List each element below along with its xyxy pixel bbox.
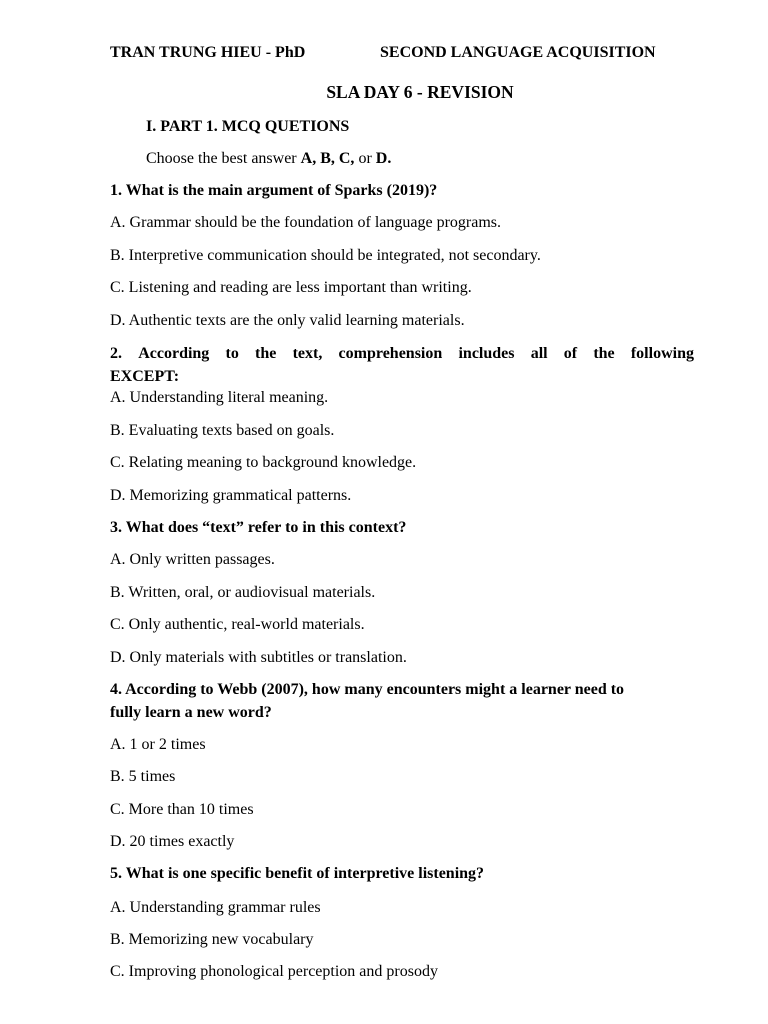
question-2-stem-line-2: EXCEPT: (110, 368, 180, 385)
question-4-option-d: D. 20 times exactly (110, 833, 235, 850)
header-author: TRAN TRUNG HIEU - PhD (110, 44, 306, 61)
question-1-option-b: B. Interpretive communication should be integrated, not secondary. (110, 247, 541, 264)
instruction-option-c: C, (338, 150, 355, 167)
question-1-option-c: C. Listening and reading are less important than writing. (110, 279, 472, 296)
question-2-option-c: C. Relating meaning to background knowledge. (110, 454, 417, 471)
question-5-stem: 5. What is one specific benefit of interpretive listening? (110, 865, 485, 882)
question-3-option-d: D. Only materials with subtitles or translation. (110, 649, 407, 666)
section-heading: I. PART 1. MCQ QUETIONS (146, 118, 350, 135)
instruction-option-b: B, (320, 150, 335, 167)
question-1-option-a: A. Grammar should be the foundation of language programs. (110, 214, 502, 231)
page-title: SLA DAY 6 - REVISION (326, 82, 514, 102)
question-3-option-b: B. Written, oral, or audiovisual materials. (110, 584, 376, 601)
question-2-option-d: D. Memorizing grammatical patterns. (110, 487, 352, 504)
q2-word: 2. (110, 345, 122, 362)
question-4-option-c: C. More than 10 times (110, 801, 254, 818)
q2-word: According (138, 345, 210, 362)
question-1-stem: 1. What is the main argument of Sparks (2019)? (110, 182, 438, 199)
question-1-option-d: D. Authentic texts are the only valid learning materials. (110, 312, 465, 329)
question-4-option-a: A. 1 or 2 times (110, 736, 206, 753)
q2-word: text, (292, 345, 323, 362)
instruction-option-a: A, (300, 150, 317, 167)
header-course: SECOND LANGUAGE ACQUISITION (380, 44, 656, 61)
question-4-stem-line-2: fully learn a new word? (110, 704, 272, 721)
question-3-option-a: A. Only written passages. (110, 551, 275, 568)
instruction-line (146, 148, 391, 170)
question-3-option-c: C. Only authentic, real-world materials. (110, 616, 365, 633)
question-4-option-b: B. 5 times (110, 768, 176, 785)
q2-word: the (255, 345, 277, 362)
instruction-text: Choose the best answer (146, 150, 301, 167)
q2-word: comprehension (338, 345, 443, 362)
question-2-option-a: A. Understanding literal meaning. (110, 389, 329, 406)
question-2-stem (110, 342, 694, 388)
question-2-stem-line-1 (110, 342, 694, 365)
q2-word: to (225, 345, 239, 362)
q2-word: following (630, 345, 694, 362)
question-5-option-a: A. Understanding grammar rules (110, 899, 321, 916)
q2-word: includes (458, 345, 515, 362)
question-2-option-b: B. Evaluating texts based on goals. (110, 422, 335, 439)
q2-word: all (530, 345, 548, 362)
question-3-stem: 3. What does “text” refer to in this context? (110, 519, 407, 536)
instruction-or: or (358, 150, 372, 167)
q2-word: of (563, 345, 578, 362)
question-5-option-b: B. Memorizing new vocabulary (110, 931, 314, 948)
question-5-option-c: C. Improving phonological perception and prosody (110, 963, 438, 980)
instruction-option-d: D. (375, 150, 392, 167)
question-4-stem-line-1: 4. According to Webb (2007), how many encounters might a learner need to (110, 681, 625, 698)
q2-word: the (593, 345, 615, 362)
